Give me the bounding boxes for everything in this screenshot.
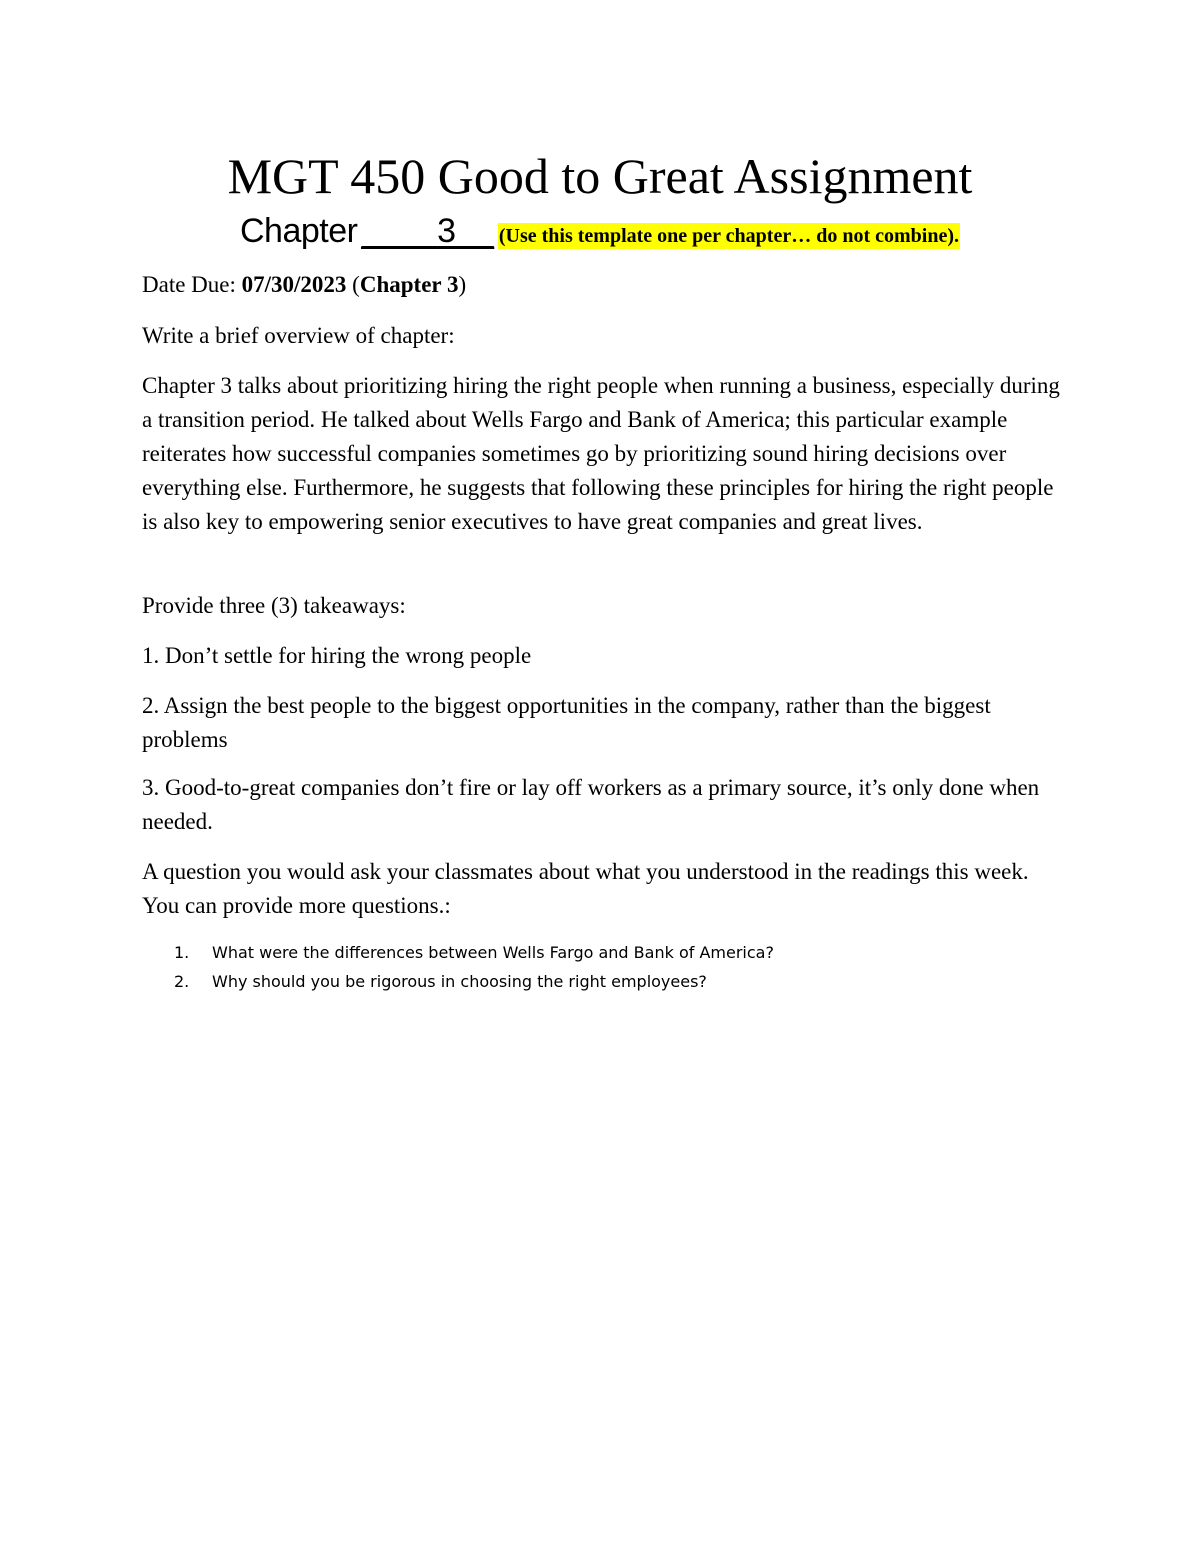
due-label: Date Due: [142, 272, 242, 297]
question-item [142, 967, 1062, 996]
due-date: 07/30/2023 [241, 272, 347, 297]
question-number: 2. [174, 972, 190, 991]
chapter-number-field: ____3__ [361, 212, 494, 250]
chapter-label: Chapter [240, 212, 358, 250]
due-chapter: Chapter 3 [359, 272, 459, 297]
takeaway-item: 1. Don’t settle for hiring the wrong people [142, 643, 532, 668]
document-title: MGT 450 Good to Great Assignment [227, 148, 973, 204]
takeaways-label: Provide three (3) takeaways: [142, 593, 406, 618]
question-number: 1. [174, 943, 190, 962]
overview-text: Chapter 3 talks about prioritizing hiring the right people when running a business, especially during a transition period. He talked about Wells Fargo and Bank of America; this particular example reiterates how successful companies sometimes go by prioritizing sound hiring decisions over everything else. Furthermore, he suggests that following these principles for hiring the right people is also key to empowering senior executives to have great companies and great lives. [142, 373, 1060, 534]
chapter-note-highlight: (Use this template one per chapter… do not combine). [498, 225, 959, 247]
question-item [142, 938, 1062, 967]
question-text: What were the differences between Wells Fargo and Bank of America? [212, 943, 774, 962]
overview-label: Write a brief overview of chapter: [142, 323, 455, 348]
chapter-number: 3 [437, 212, 457, 250]
question-text: Why should you be rigorous in choosing the right employees? [212, 972, 707, 991]
chapter-line [0, 208, 1200, 261]
due-date-line: Date Due: 07/30/2023 (Chapter 3) [142, 272, 467, 297]
takeaway-item: 2. Assign the best people to the biggest opportunities in the company, rather than the biggest problems [142, 693, 991, 752]
question-list [142, 938, 1062, 996]
takeaway-item: 3. Good-to-great companies don’t fire or lay off workers as a primary source, it’s only done when needed. [142, 775, 1040, 834]
question-label: A question you would ask your classmates about what you understood in the readings this week. You can provide more questions.: [142, 859, 1029, 918]
